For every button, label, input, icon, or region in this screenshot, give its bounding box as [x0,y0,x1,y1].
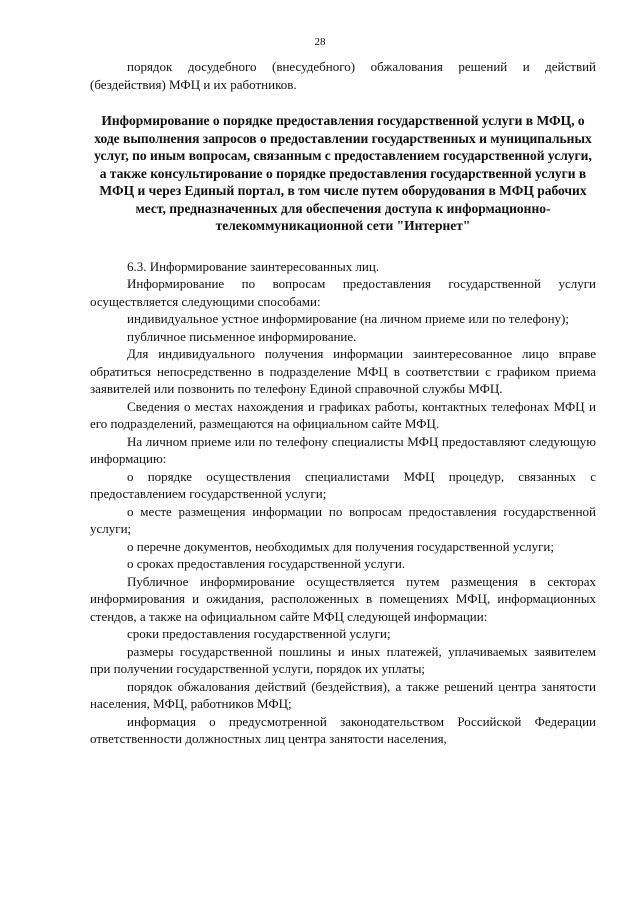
list-item: размеры государственной пошлины и иных платежей, уплачиваемых заявителем при получении государственной услуги, порядок их уплаты; [90,643,596,676]
list-item: сроки предоставления государственной услуги; [127,626,391,641]
list-item: порядок обжалования действий (бездействия), а также решений центра занятости населения, МФЦ, работников МФЦ; [90,678,596,711]
list-item: индивидуальное устное информирование (на личном приеме или по телефону); [127,311,569,326]
list-item: о месте размещения информации по вопросам предоставления государственной услуги; [90,503,596,536]
list-item: о сроках предоставления государственной услуги. [127,556,406,571]
document-body [90,58,596,748]
body-paragraph: На личном приеме или по телефону специалисты МФЦ предоставляют следующую информацию: [90,433,596,466]
list-item: публичное письменное информирование. [127,328,357,344]
section-heading: Информирование о порядке предоставления государственной услуги в МФЦ, о ходе выполнения запросов о предоставлении государственных и муниципальных услуг, по иным вопросам, связанным с предоставлением государственной услуги, а также консультирование о порядке предоставления государственной услуги в МФЦ и через Единый портал, в том числе путем оборудования в МФЦ рабочих мест, предназначенных для обеспечения доступа к информационно-телекоммуникационной сети "Интернет" [94,113,592,233]
page-number: 28 [314,36,326,48]
body-paragraph: Для индивидуального получения информации заинтересованное лицо вправе обратиться непосредственно в подразделение МФЦ в соответствии с графиком приема заявителей или позвонить по телефону Единой справочной службы МФЦ. [90,346,596,396]
list-item: о порядке осуществления специалистами МФЦ процедур, связанных с предоставлением государственной услуги; [90,468,596,501]
body-paragraph: Публичное информирование осуществляется путем размещения в секторах информирования и ожидания, расположенных в помещениях МФЦ, информационных стендов, а также на официальном сайте МФЦ следующей информации: [90,573,596,624]
lead-paragraph: порядок досудебного (внесудебного) обжалования решений и действий (бездействия) МФЦ и их работников. [90,59,596,92]
body-paragraph: Сведения о местах нахождения и графиках работы, контактных телефонах МФЦ и его подразделений, размещаются на официальном сайте МФЦ. [90,398,596,431]
list-item: о перечне документов, необходимых для получения государственной услуги; [127,538,554,554]
list-item: информация о предусмотренной законодательством Российской Федерации ответственности должностных лиц центра занятости населения, [90,713,596,746]
section-number-paragraph: 6.3. Информирование заинтересованных лиц. [127,258,380,274]
body-paragraph: Информирование по вопросам предоставления государственной услуги осуществляется следующими способами: [90,276,596,309]
